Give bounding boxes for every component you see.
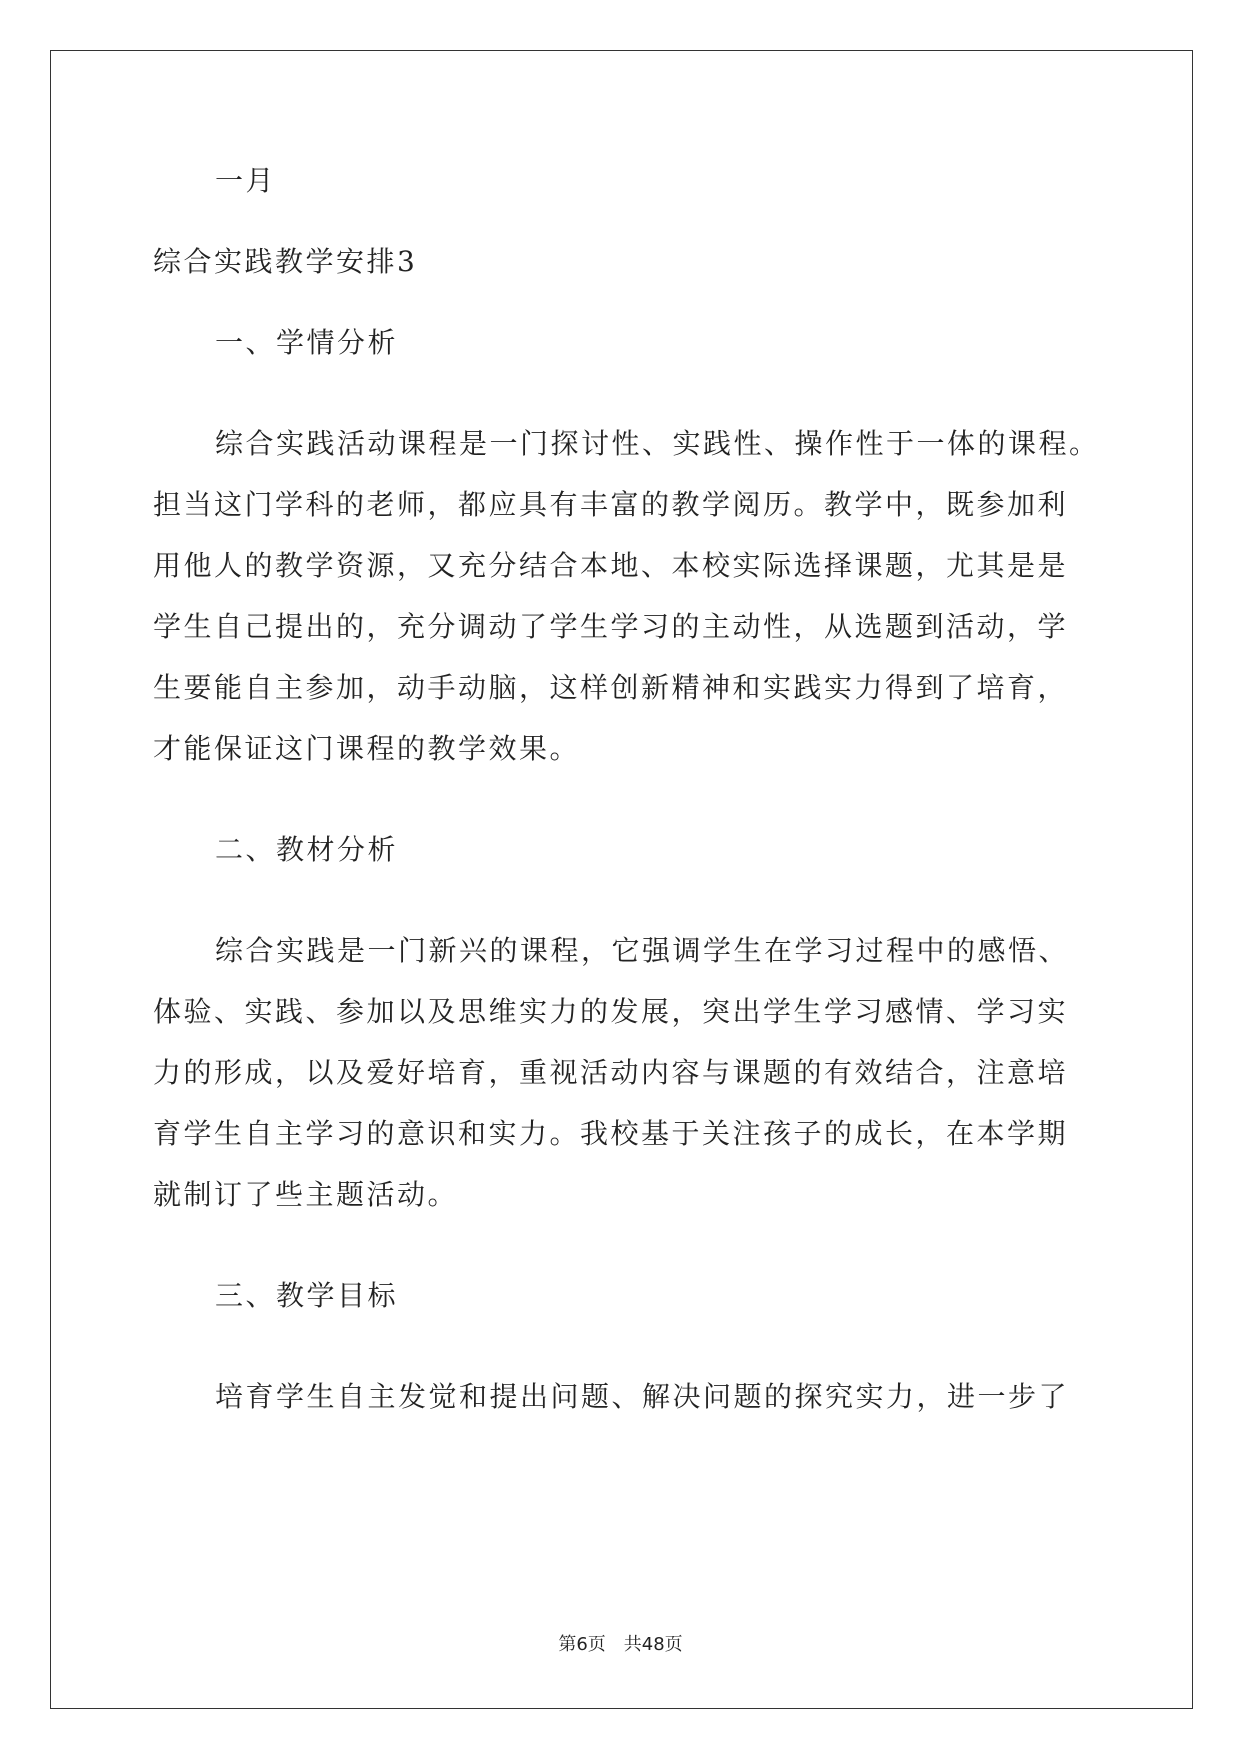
- footer-prefix: 第: [558, 1634, 577, 1655]
- paragraph-line: 用他人的教学资源，又充分结合本地、本校实际选择课题，尤其是是: [153, 549, 1069, 582]
- paragraph-line: 育学生自主学习的意识和实力。我校基于关注孩子的成长，在本学期: [153, 1117, 1069, 1150]
- paragraph: [153, 1356, 1093, 1437]
- paragraph-line: 综合实践活动课程是一门探讨性、实践性、操作性于一体的课程。: [215, 427, 1100, 460]
- paragraph-line: 培育学生自主发觉和提出问题、解决问题的探究实力，进一步了: [215, 1380, 1070, 1413]
- document-body: [153, 160, 1100, 1477]
- section-heading: 二、教材分析: [215, 833, 399, 866]
- paragraph: [153, 910, 1093, 1235]
- footer-total-pages: 48: [641, 1634, 665, 1655]
- paragraph: [153, 403, 1100, 789]
- section-heading: 一、学情分析: [215, 326, 399, 359]
- paragraph-line: 综合实践是一门新兴的课程，它强调学生在学习过程中的感悟、: [215, 934, 1070, 967]
- footer-page-number: 6: [576, 1634, 588, 1655]
- paragraph-line: 学生自己提出的，充分调动了学生学习的主动性，从选题到活动，学: [153, 610, 1069, 643]
- paragraph-line: 生要能自主参加，动手动脑，这样创新精神和实践实力得到了培育，: [153, 671, 1069, 704]
- footer-suffix: 页: [664, 1634, 683, 1655]
- paragraph-line: 就制订了些主题活动。: [153, 1178, 459, 1211]
- footer-middle: 页 共: [587, 1634, 642, 1655]
- section-heading: 一月: [215, 164, 277, 197]
- section-heading: 三、教学目标: [215, 1279, 399, 1312]
- paragraph-line: 才能保证这门课程的教学效果。: [153, 732, 581, 765]
- paragraph-line: 体验、实践、参加以及思维实力的发展，突出学生学习感情、学习实: [153, 995, 1069, 1028]
- page-footer: [0, 1630, 1241, 1656]
- paragraph-line: 担当这门学科的老师，都应具有丰富的教学阅历。教学中，既参加利: [153, 488, 1069, 521]
- paragraph-line: 力的形成，以及爱好培育，重视活动内容与课题的有效结合，注意培: [153, 1056, 1069, 1089]
- document-title: 综合实践教学安排3: [153, 245, 418, 278]
